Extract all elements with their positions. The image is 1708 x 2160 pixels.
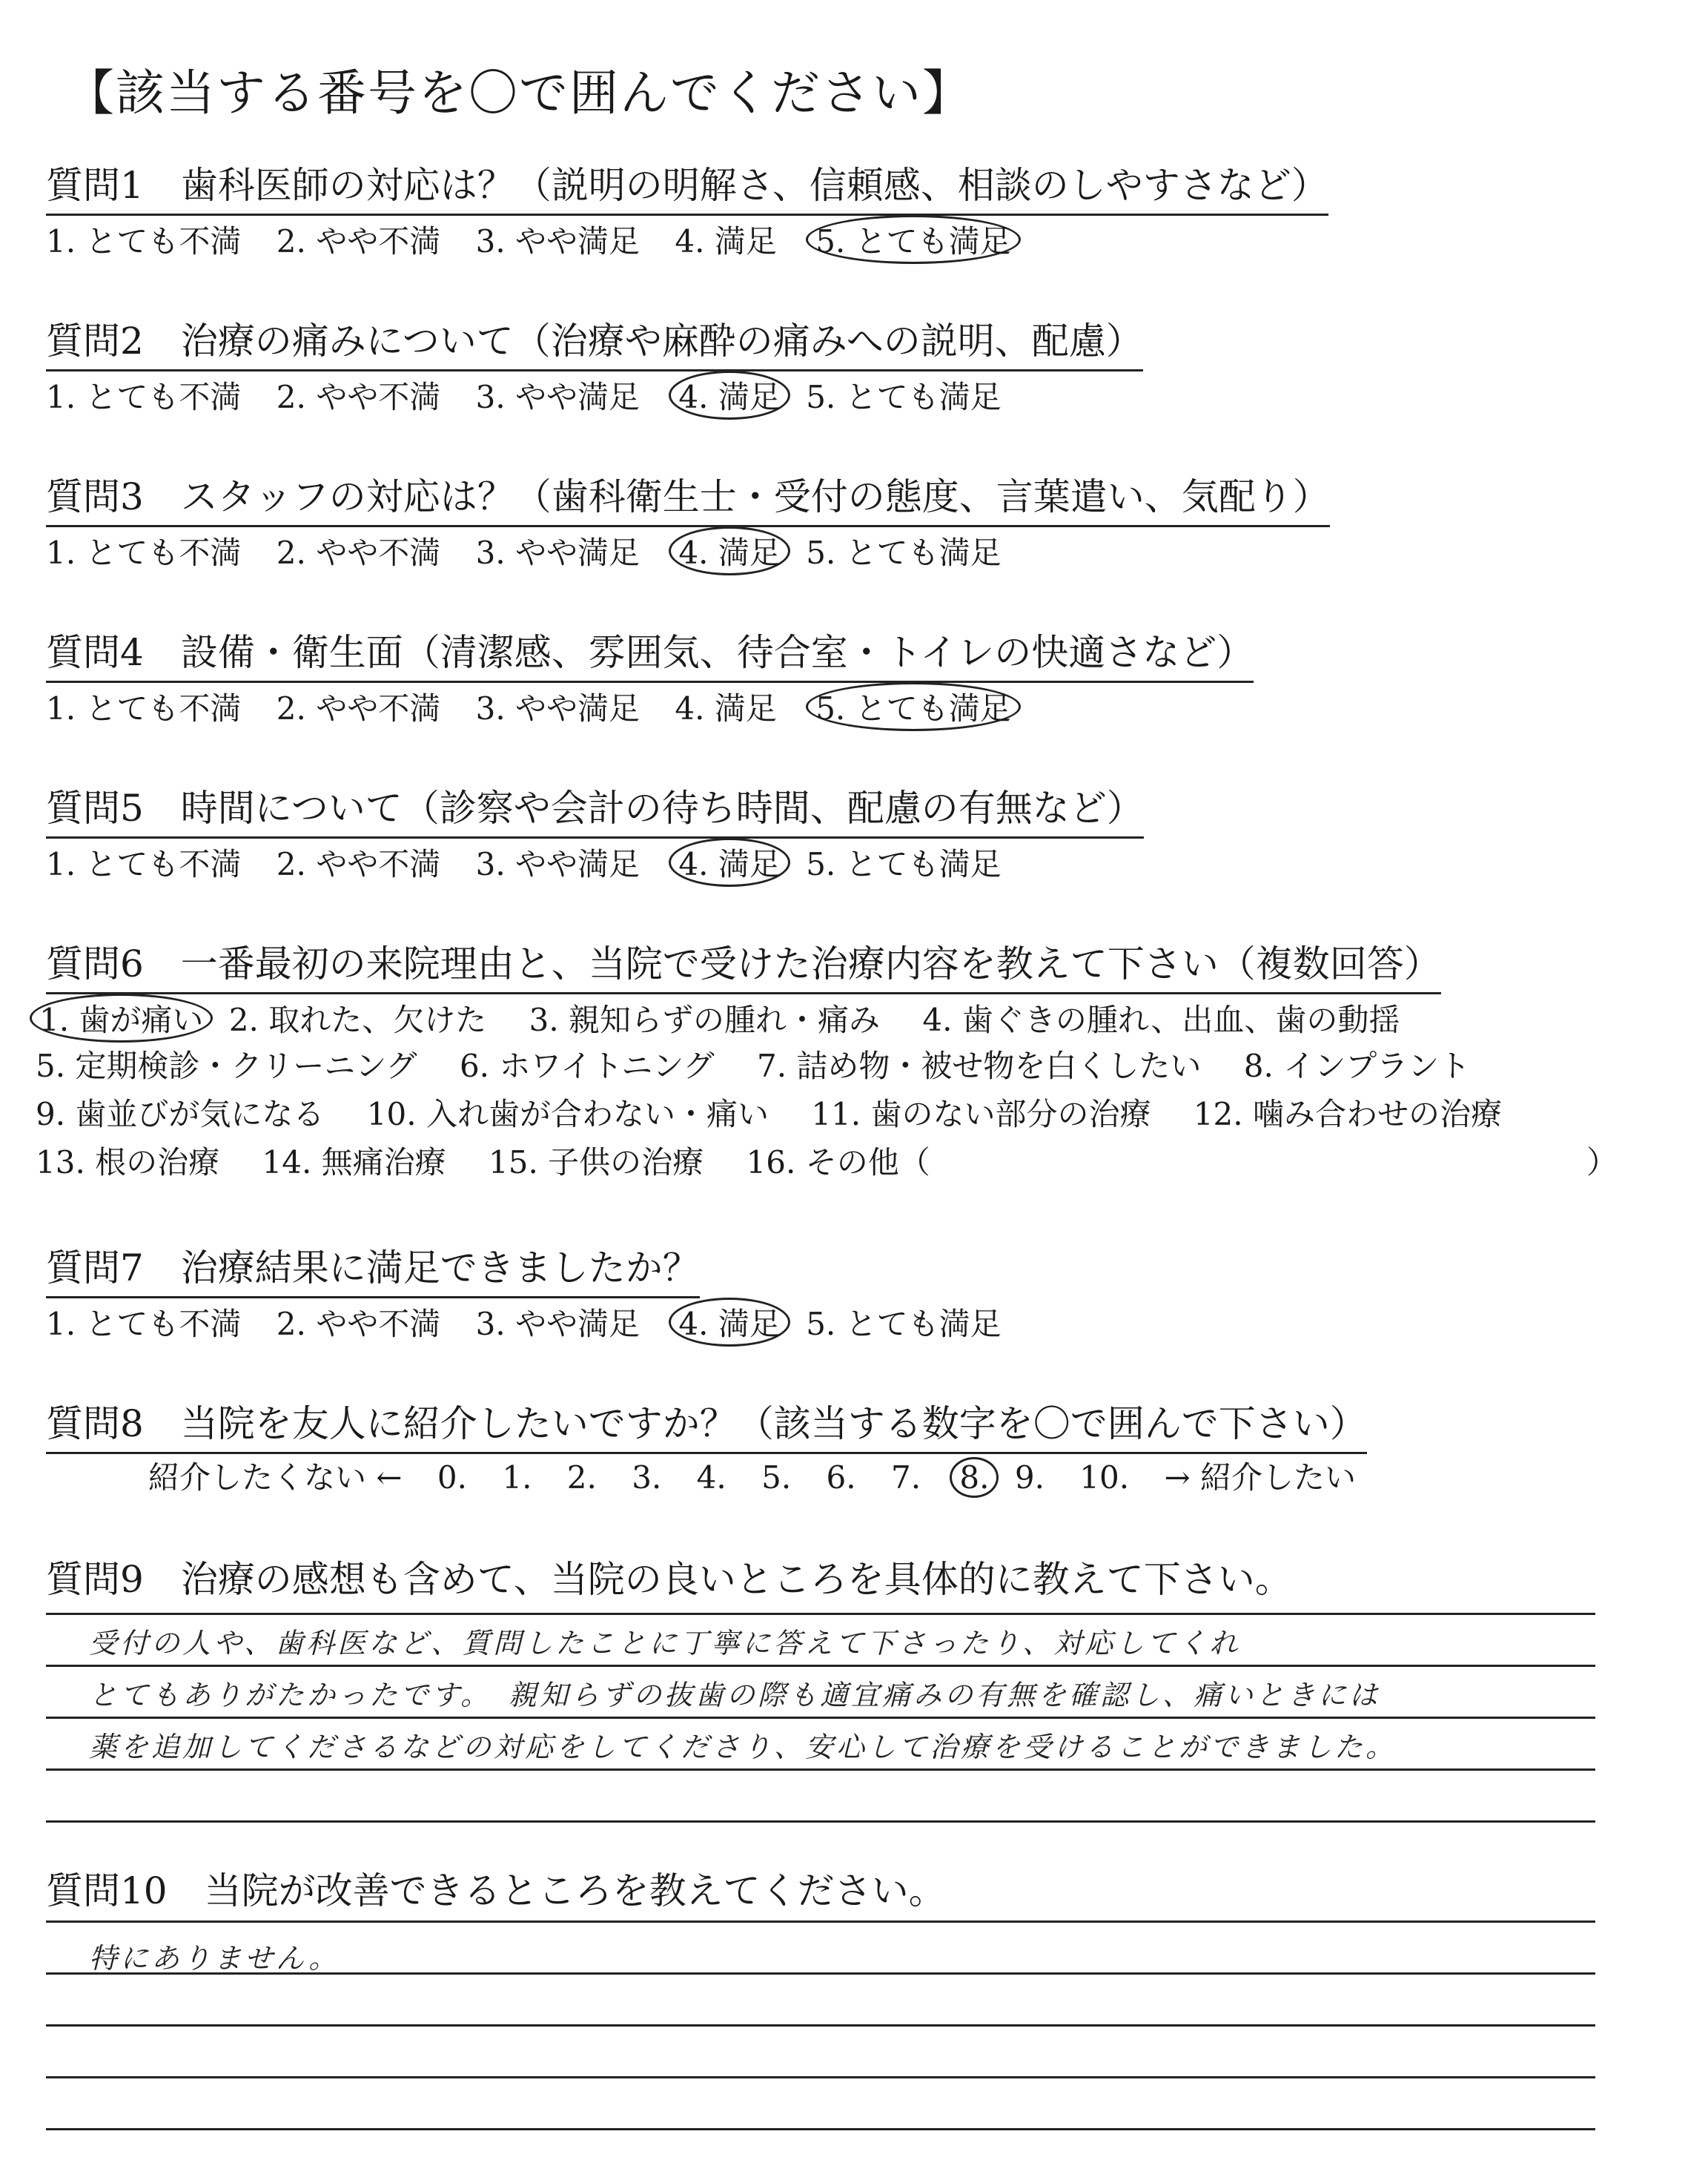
q6-option-6[interactable]: 6. ホワイトニング <box>459 1048 715 1084</box>
question-5-options <box>46 838 1027 887</box>
q9-answer-line <box>46 1820 1595 1823</box>
question-10-heading: 質問10 当院が改善できるところを教えてください。 <box>46 1869 946 1912</box>
q6-option-9[interactable]: 9. 歯並びが気になる <box>36 1096 325 1132</box>
q6-option-15[interactable]: 15. 子供の治療 <box>489 1144 704 1180</box>
q9-answer-line <box>46 1665 1595 1667</box>
q9-answer-line <box>46 1768 1595 1771</box>
question-3-options <box>46 526 1027 575</box>
q4-option-3[interactable]: 3. やや満足 <box>475 690 640 727</box>
q6-option-2[interactable]: 2. 取れた、欠けた <box>228 1002 487 1038</box>
q2-option-3[interactable]: 3. やや満足 <box>475 379 640 415</box>
q8-right-label: → 紹介したい <box>1164 1459 1356 1496</box>
question-3-heading: 質問3 スタッフの対応は？（歯科衛生士・受付の態度、言葉遣い、気配り） <box>46 467 1330 527</box>
q9-answer-line <box>46 1613 1595 1615</box>
q9-handwritten-answer-2: とてもありがたかったです。 親知らずの抜歯の際も適宜痛みの有無を確認し、痛いときには <box>89 1679 1380 1711</box>
question-8-scale <box>148 1453 1381 1498</box>
q8-number-4[interactable]: 4. <box>696 1459 726 1496</box>
q10-answer-line <box>46 2024 1595 2027</box>
q1-option-2[interactable]: 2. やや不満 <box>276 223 441 260</box>
q7-option-5[interactable]: 5. とても満足 <box>806 1306 1002 1342</box>
q5-option-4-selected[interactable]: 4. 満足 <box>669 838 790 887</box>
q10-answer-line <box>46 2128 1595 2130</box>
q8-number-2[interactable]: 2. <box>566 1459 597 1496</box>
question-7-options <box>46 1298 1027 1347</box>
q6-options-line-3 <box>36 1090 1535 1135</box>
question-2-options <box>46 371 1027 420</box>
question-6-heading: 質問6 一番最初の来院理由と、当院で受けた治療内容を教えて下さい（複数回答） <box>46 934 1441 994</box>
q6-option-14[interactable]: 14. 無痛治療 <box>262 1144 446 1180</box>
q6-option-4[interactable]: 4. 歯ぐきの腫れ、出血、歯の動揺 <box>922 1002 1400 1038</box>
question-1-options <box>46 215 1027 264</box>
q1-option-1[interactable]: 1. とても不満 <box>46 223 242 260</box>
question-4-heading: 質問4 設備・衛生面（清潔感、雰囲気、待合室・トイレの快適さなど） <box>46 623 1254 683</box>
q2-option-4-selected[interactable]: 4. 満足 <box>669 371 790 420</box>
q2-option-1[interactable]: 1. とても不満 <box>46 379 242 415</box>
q6-option-3[interactable]: 3. 親知らずの腫れ・痛み <box>529 1002 881 1038</box>
q8-number-6[interactable]: 6. <box>826 1459 856 1496</box>
question-7-heading: 質問7 治療結果に満足できましたか？ <box>46 1238 700 1298</box>
q6-option-12[interactable]: 12. 噛み合わせの治療 <box>1193 1096 1502 1132</box>
q6-option-10[interactable]: 10. 入れ歯が合わない・痛い <box>366 1096 769 1132</box>
question-2-heading: 質問2 治療の痛みについて（治療や麻酔の痛みへの説明、配慮） <box>46 311 1143 371</box>
question-5-heading: 質問5 時間について（診察や会計の待ち時間、配慮の有無など） <box>46 779 1144 839</box>
q9-answer-line <box>46 1717 1595 1719</box>
q2-option-2[interactable]: 2. やや不満 <box>276 379 441 415</box>
q10-handwritten-answer-1: 特にありません。 <box>89 1942 340 1975</box>
q5-option-1[interactable]: 1. とても不満 <box>46 846 242 882</box>
q7-option-2[interactable]: 2. やや不満 <box>276 1306 441 1342</box>
q6-other-close-paren: ） <box>1586 1144 1618 1180</box>
q8-number-8-selected[interactable]: 8. <box>950 1457 999 1498</box>
q5-option-5[interactable]: 5. とても満足 <box>806 846 1002 882</box>
q6-option-16[interactable]: 16. その他（ <box>746 1144 930 1180</box>
q8-number-7[interactable]: 7. <box>890 1459 921 1496</box>
question-4-options <box>46 682 1027 731</box>
q3-option-3[interactable]: 3. やや満足 <box>475 535 640 571</box>
question-8-heading: 質問8 当院を友人に紹介したいですか？（該当する数字を〇で囲んで下さい） <box>46 1394 1367 1454</box>
q7-option-1[interactable]: 1. とても不満 <box>46 1306 242 1342</box>
q3-option-5[interactable]: 5. とても満足 <box>806 535 1002 571</box>
q4-option-2[interactable]: 2. やや不満 <box>276 690 441 727</box>
q3-option-1[interactable]: 1. とても不満 <box>46 535 242 571</box>
q8-number-10[interactable]: 10. <box>1079 1459 1130 1496</box>
q9-handwritten-answer-3: 薬を追加してくださるなどの対応をしてくださり、安心して治療を受けることができました。 <box>89 1731 1397 1763</box>
q6-option-7[interactable]: 7. 詰め物・被せ物を白くしたい <box>756 1048 1202 1084</box>
q6-option-1-selected[interactable]: 1. 歯が痛い <box>30 994 213 1043</box>
q1-option-5-selected[interactable]: 5. とても満足 <box>806 215 1020 264</box>
q7-option-3[interactable]: 3. やや満足 <box>475 1306 640 1342</box>
q8-number-9[interactable]: 9. <box>1014 1459 1045 1496</box>
q6-option-8[interactable]: 8. インプラント <box>1243 1048 1471 1084</box>
q8-left-label: 紹介したくない ← <box>148 1459 403 1496</box>
q4-option-1[interactable]: 1. とても不満 <box>46 690 242 727</box>
q10-answer-line <box>46 1920 1595 1923</box>
q1-option-4[interactable]: 4. 満足 <box>675 223 777 260</box>
q5-option-2[interactable]: 2. やや不満 <box>276 846 441 882</box>
question-1-heading: 質問1 歯科医師の対応は？（説明の明解さ、信頼感、相談のしやすさなど） <box>46 156 1328 216</box>
q8-number-1[interactable]: 1. <box>502 1459 532 1496</box>
page-title: 【該当する番号を〇で囲んでください】 <box>65 65 973 122</box>
q4-option-4[interactable]: 4. 満足 <box>675 690 777 727</box>
q9-handwritten-answer-1: 受付の人や、歯科医など、質問したことに丁寧に答えて下さったり、対応してくれ <box>89 1627 1241 1659</box>
q8-number-0[interactable]: 0. <box>437 1459 467 1496</box>
q6-options-line-1 <box>36 994 1432 1043</box>
q6-option-13[interactable]: 13. 根の治療 <box>36 1144 220 1180</box>
q6-option-11[interactable]: 11. 歯のない部分の治療 <box>811 1096 1151 1132</box>
q5-option-3[interactable]: 3. やや満足 <box>475 846 640 882</box>
q8-number-5[interactable]: 5. <box>761 1459 792 1496</box>
q10-answer-line <box>46 2076 1595 2078</box>
q6-options-line-2 <box>36 1042 1503 1086</box>
q6-option-5[interactable]: 5. 定期検診・クリーニング <box>36 1048 417 1084</box>
question-9-heading: 質問9 治療の感想も含めて、当院の良いところを具体的に教えて下さい。 <box>46 1558 1292 1601</box>
q6-options-line-4 <box>36 1138 963 1183</box>
q7-option-4-selected[interactable]: 4. 満足 <box>669 1298 790 1347</box>
q4-option-5-selected[interactable]: 5. とても満足 <box>806 682 1020 731</box>
q3-option-2[interactable]: 2. やや不満 <box>276 535 441 571</box>
q1-option-3[interactable]: 3. やや満足 <box>475 223 640 260</box>
q2-option-5[interactable]: 5. とても満足 <box>806 379 1002 415</box>
q3-option-4-selected[interactable]: 4. 満足 <box>669 526 790 575</box>
q8-number-3[interactable]: 3. <box>632 1459 662 1496</box>
